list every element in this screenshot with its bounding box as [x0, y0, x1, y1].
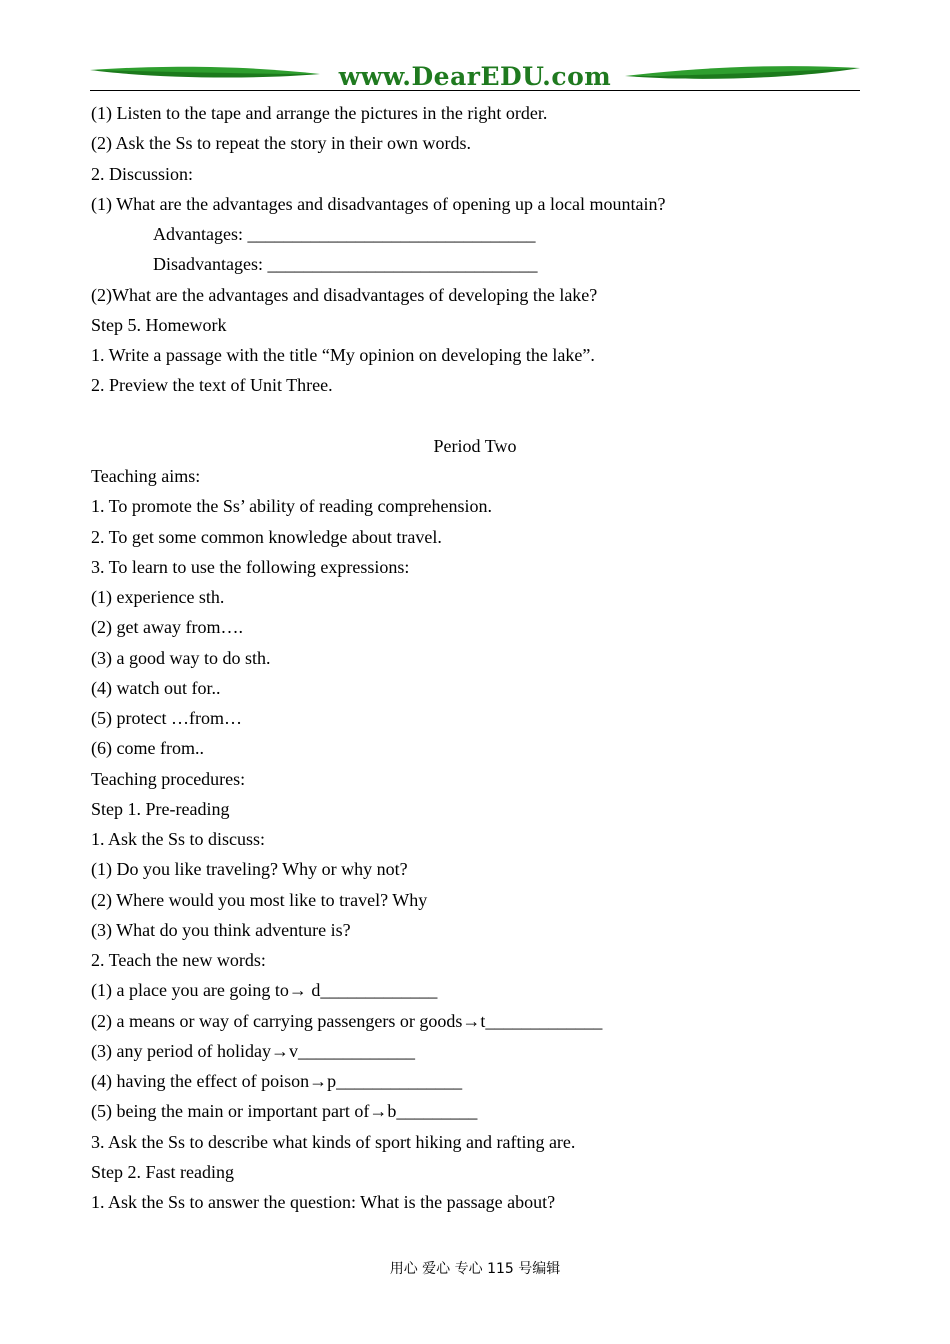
text-line: 1. Ask the Ss to discuss: [91, 829, 266, 849]
subheading: Teaching aims: [91, 466, 201, 486]
section-title: Period Two [433, 435, 517, 456]
blank-line [91, 401, 861, 431]
expression-item: (4) watch out for.. [91, 677, 221, 698]
expression-item: (1) experience sth. [91, 587, 225, 607]
text-line: 2. Discussion: [91, 163, 194, 184]
text-line: 2. Preview the text of Unit Three. [91, 375, 333, 396]
step-heading: Step 1. Pre-reading [91, 798, 230, 819]
expression-item: (5) protect …from… [91, 708, 242, 728]
vocabulary-item: (4) having the effect of poison→p______________ [91, 1071, 463, 1091]
vocabulary-item: (1) a place you are going to→ d_____________ [91, 980, 438, 1001]
page-footer: 用心 爱心 专心 115 号编辑 [389, 1261, 561, 1277]
text-line: 1. Ask the Ss to answer the question: What is the passage about? [91, 1192, 556, 1212]
step-heading: Step 5. Homework [91, 314, 227, 335]
text-line: 3. To learn to use the following expressions: [91, 556, 410, 577]
vocabulary-item: (2) a means or way of carrying passengers or goods→t_____________ [91, 1010, 603, 1031]
advantages-prompt: Advantages: ________________________________ [153, 224, 536, 244]
disadvantages-prompt: Disadvantages: ______________________________ [153, 254, 538, 275]
site-header-banner [90, 60, 860, 96]
text-line: 3. Ask the Ss to describe what kinds of sport hiking and rafting are. [91, 1131, 576, 1152]
text-line: (1) What are the advantages and disadvantages of opening up a local mountain? [91, 193, 666, 214]
text-line: 2. Teach the new words: [91, 950, 266, 970]
text-line: (1) Listen to the tape and arrange the pictures in the right order. [91, 103, 548, 123]
expression-item: (6) come from.. [91, 738, 204, 759]
question-item: (3) What do you think adventure is? [91, 919, 351, 940]
header-divider [90, 90, 860, 91]
vocabulary-item: (3) any period of holiday→v_____________ [91, 1040, 415, 1061]
text-line: (2)What are the advantages and disadvantages of developing the lake? [91, 284, 598, 305]
document-body [91, 98, 861, 1217]
vocabulary-item: (5) being the main or important part of→b_________ [91, 1101, 478, 1122]
site-logo-text: www.DearEDU.com [338, 62, 612, 91]
subheading: Teaching procedures: [91, 768, 246, 789]
step-heading: Step 2. Fast reading [91, 1161, 234, 1182]
text-line: 1. Write a passage with the title “My opinion on developing the lake”. [91, 345, 595, 365]
text-line: (2) Ask the Ss to repeat the story in their own words. [91, 133, 471, 154]
question-item: (2) Where would you most like to travel? Why [91, 889, 428, 910]
expression-item: (3) a good way to do sth. [91, 647, 271, 668]
question-item: (1) Do you like traveling? Why or why not? [91, 859, 408, 880]
text-line: 2. To get some common knowledge about travel. [91, 526, 442, 547]
text-line: 1. To promote the Ss’ ability of reading comprehension. [91, 496, 492, 517]
expression-item: (2) get away from…. [91, 617, 243, 638]
